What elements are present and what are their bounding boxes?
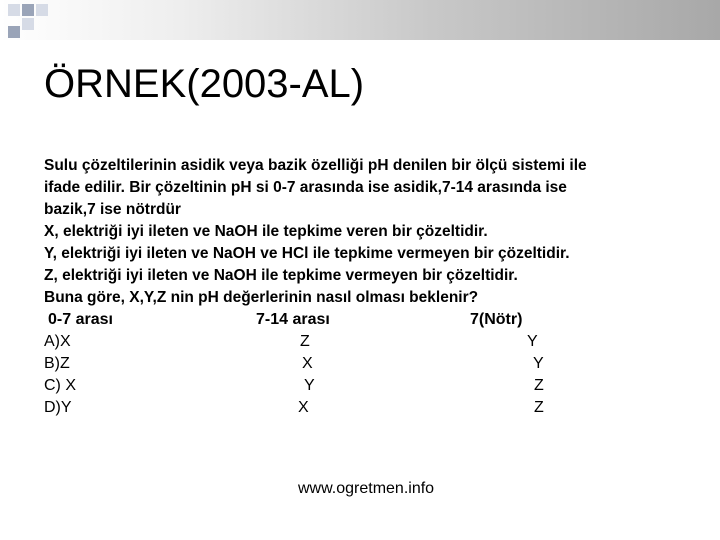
square-1 [8,4,20,16]
header-col-2: 7-14 arası [256,311,330,328]
option-col-2: Y [304,377,315,394]
header-gradient-bar [0,0,720,40]
header-col-1: 0-7 arası [48,311,113,328]
option-label: C) X [44,377,76,394]
option-col-2: X [302,355,313,372]
paragraph-line: Y, elektriği iyi ileten ve NaOH ve HCl ile tepkime vermeyen bir çözeltidir. [44,245,570,262]
decorative-squares [0,0,60,40]
option-col-3: Z [534,399,544,416]
footer-website: www.ogretmen.info [298,480,435,497]
square-2 [22,4,34,16]
paragraph-line: X, elektriği iyi ileten ve NaOH ile tepkime veren bir çözeltidir. [44,223,488,240]
option-col-2: X [298,399,309,416]
option-col-3: Y [527,333,538,350]
square-5 [8,26,20,38]
paragraph-line: bazik,7 ise nötrdür [44,201,181,218]
slide-title: ÖRNEK(2003-AL) [44,62,365,106]
paragraph-line: Buna göre, X,Y,Z nin pH değerlerinin nasıl olması beklenir? [44,289,479,306]
header-col-3: 7(Nötr) [470,311,523,328]
option-label: D)Y [44,399,72,416]
question-paragraph [44,155,704,309]
paragraph-line: Sulu çözeltilerinin asidik veya bazik özelliği pH denilen bir ölçü sistemi ile [44,157,587,174]
option-label: A)X [44,333,71,350]
paragraph-line: ifade edilir. Bir çözeltinin pH si 0-7 arasında ise asidik,7-14 arasında ise [44,179,567,196]
square-3 [36,4,48,16]
option-col-2: Z [300,333,310,350]
paragraph-line: Z, elektriği iyi ileten ve NaOH ile tepkime vermeyen bir çözeltidir. [44,267,518,284]
option-col-3: Z [534,377,544,394]
option-label: B)Z [44,355,70,372]
square-4 [22,18,34,30]
option-col-3: Y [533,355,544,372]
